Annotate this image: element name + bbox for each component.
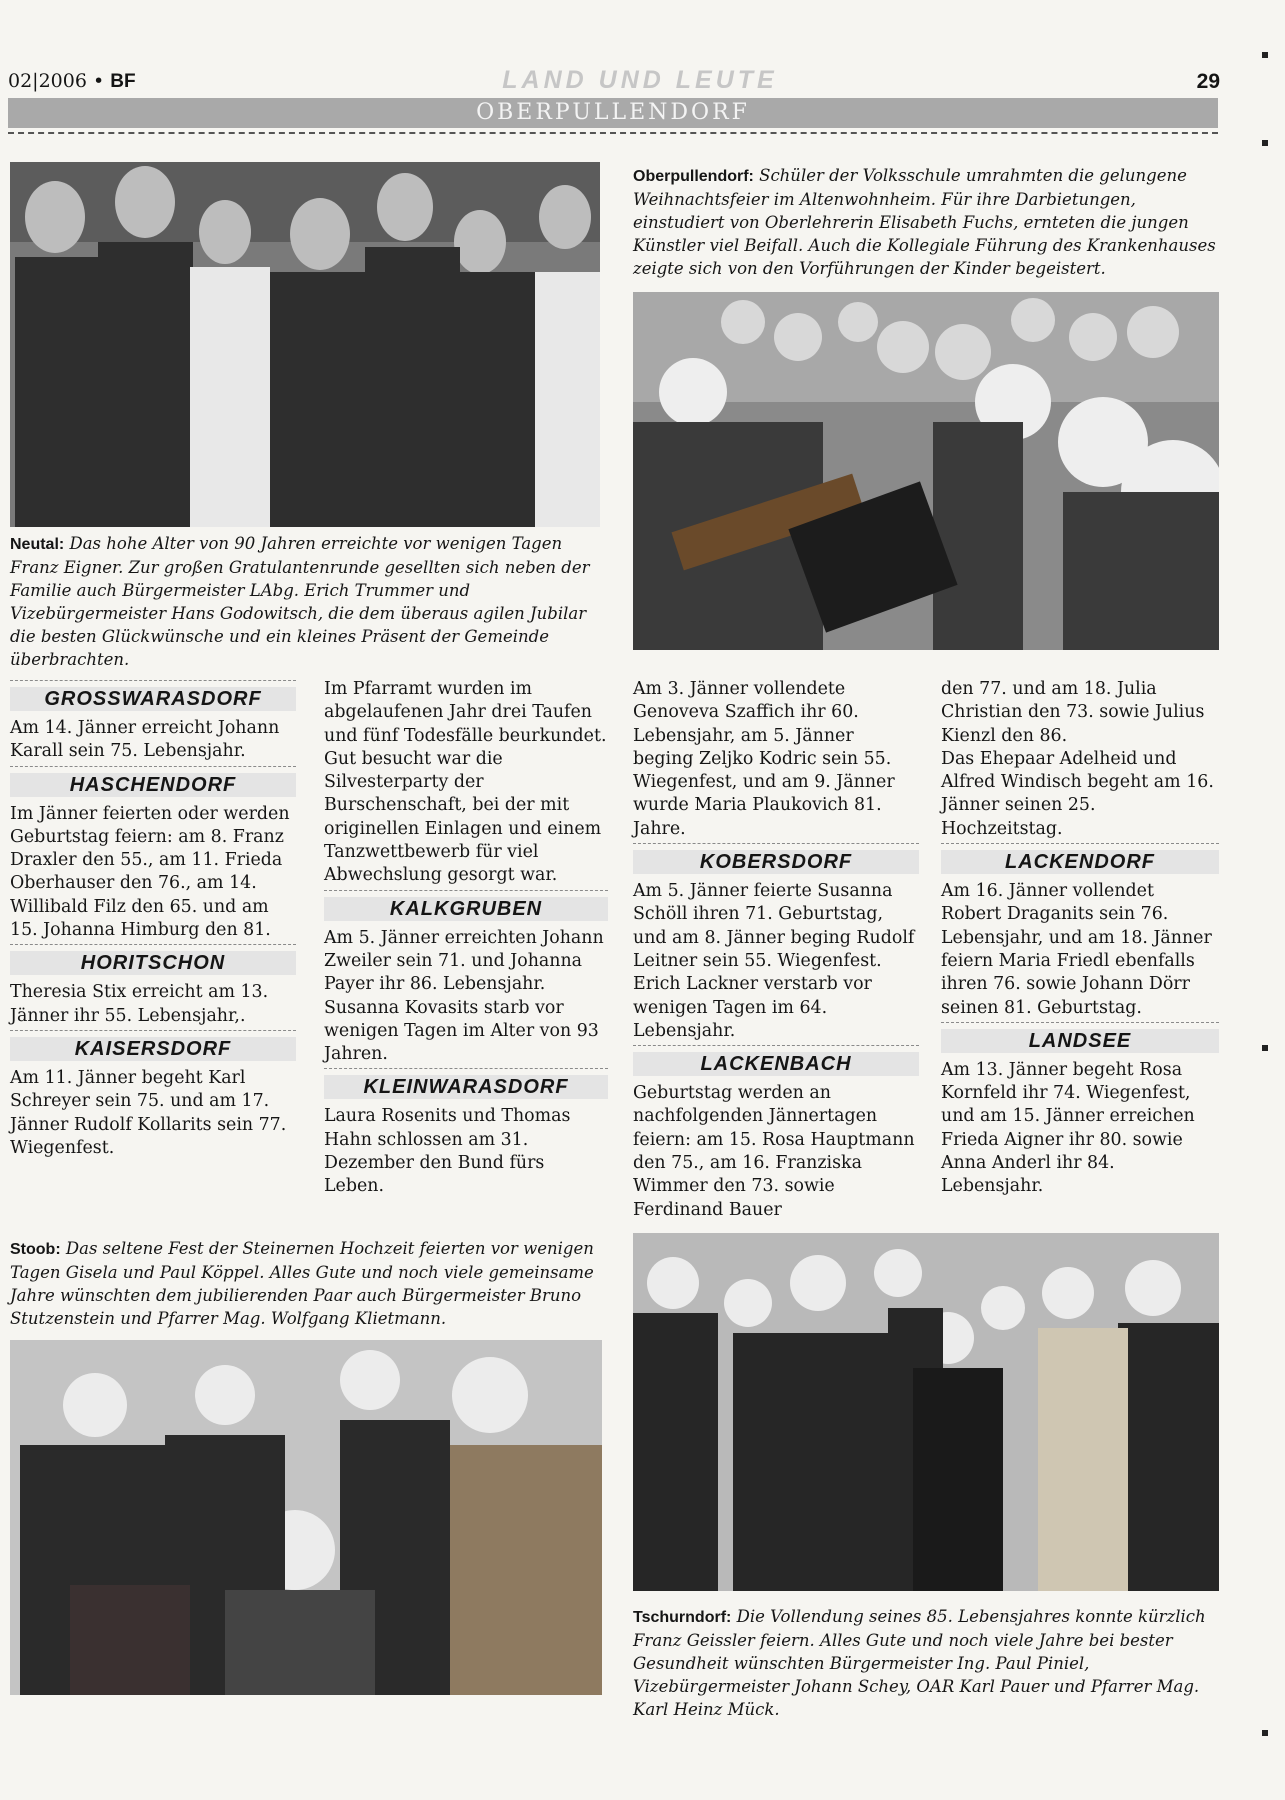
heading-kalkgruben: KALKGRUBEN [324,890,608,924]
caption-neutal [10,532,600,671]
text-lackenbach-continued-2: Das Ehepaar Adelheid und Alfred Windisch begeht am 16. Jänner seinen 25. Hochzeitstag. [941,748,1214,839]
text-grosswarasdorf: Am 14. Jänner erreicht Johann Karall sein 75. Lebensjahr. [10,718,280,762]
heading-horitschon: HORITSCHON [10,944,296,978]
photo-tschurndorf [633,1233,1219,1591]
photo-oberpullendorf [633,292,1219,650]
scan-mark [1262,1730,1268,1736]
heading-lackenbach: LACKENBACH [633,1045,919,1079]
caption-place: Stoob: [10,1241,61,1258]
text-kleinwarasdorf: Laura Rosenits und Thomas Hahn schlossen am 31. Dezember den Bund fürs Leben. [324,1106,571,1197]
text-horitschon: Theresia Stix erreicht am 13. Jänner ihr 55. Lebensjahr,. [10,982,269,1026]
scan-mark [1262,52,1268,58]
text-haschendorf: Im Jänner feierten oder werden Geburtstag feiern: am 8. Franz Draxler den 55., am 11. Frieda Oberhauser den 76., am 14. Willibald Filz den 65. und am 15. Johanna Himburg den 81. [10,803,290,941]
caption-place: Neutal: [10,536,65,553]
text-kleinwarasdorf-continued: Am 3. Jänner vollendete Genoveva Szaffich ihr 60. Lebensjahr, am 5. Jänner beging Zeljko Kodric sein 55. Wiegenfest, und am 9. Jänner wurde Maria Plaukovich 81. Jahre. [633,679,895,839]
caption-tschurndorf [633,1605,1219,1721]
text-kaisersdorf-continued: Im Pfarramt wurden im abgelaufenen Jahr drei Taufen und fünf Todesfälle beurkundet. Gut besucht war die Silvesterparty der Burschenschaft, bei der mit originellen Einlagen und einem Tanzwettbewerb für viel Abwechslung gesorgt war. [324,679,607,886]
heading-kobersdorf: KOBERSDORF [633,843,919,877]
header-divider [8,132,1218,134]
magazine-name: BF [110,71,136,92]
text-kalkgruben-2: Susanna Kovasits starb vor wenigen Tagen im Alter von 93 Jahren. [324,997,599,1065]
caption-text: Das seltene Fest der Steinernen Hochzeit feierten vor wenigen Tagen Gisela und Paul Köppel. Alles Gute und noch viele gemeinsame Jahre wünschten dem jubilierenden Paar auch Bürgermeister Bruno Stutzenstein und Pfarrer Mag. Wolfgang Klietmann. [10,1239,594,1328]
text-kobersdorf: Am 5. Jänner feierte Susanna Schöll ihren 71. Geburtstag, und am 8. Jänner beging Rudolf Leitner sein 55. Wiegenfest. [633,881,915,971]
text-kobersdorf-2: Erich Lackner verstarb vor wenigen Tagen im 64. Lebensjahr. [633,974,872,1041]
page-number: 29 [1196,70,1220,93]
town-title: OBERPULLENDORF [476,100,750,125]
heading-kleinwarasdorf: KLEINWARASDORF [324,1068,608,1102]
caption-text: Die Vollendung seines 85. Lebensjahres konnte kürzlich Franz Geissler feiern. Alles Gute und noch viele Jahre bei bester Gesundheit wünschten Bürgermeister Ing. Paul Piniel, Vizebürgermeister Johann Schey, OAR Karl Pauer und Pfarrer Mag. Karl Heinz Mück. [633,1607,1206,1719]
news-column-1 [10,678,296,1160]
heading-landsee: LANDSEE [941,1022,1219,1056]
text-kalkgruben: Am 5. Jänner erreichten Johann Zweiler sein 71. und Johanna Payer ihr 86. Lebensjahr. [324,927,604,995]
news-column-4 [941,678,1219,1199]
issue-number: 02|2006 [8,70,87,92]
caption-place: Oberpullendorf: [633,168,754,185]
photo-stoob [10,1340,602,1695]
issue-separator: • [92,70,105,92]
scan-mark [1262,140,1268,146]
news-column-2 [324,678,608,1199]
issue-line [8,70,136,93]
photo-neutal [10,162,600,527]
text-lackenbach-continued: den 77. und am 18. Julia Christian den 73. sowie Julius Kienzl den 86. [941,679,1205,746]
caption-place: Tschurndorf: [633,1609,732,1626]
news-column-3 [633,678,919,1222]
caption-text: Das hohe Alter von 90 Jahren erreichte vor wenigen Tagen Franz Eigner. Zur großen Gratulantenrunde gesellten sich neben der Familie auch Bürgermeister LAbg. Erich Trummer und Vizebürgermeister Hans Godowitsch, die dem überaus agilen Jubilar die besten Glückwünsche und ein kleines Präsent der Gemeinde überbrachten. [10,534,590,669]
scan-mark [1262,1045,1268,1051]
heading-haschendorf: HASCHENDORF [10,766,296,800]
text-lackenbach: Geburtstag werden an nachfolgenden Jännertagen feiern: am 15. Rosa Hauptmann den 75., am 16. Franziska Wimmer den 73. sowie Ferdinand Bauer [633,1083,915,1220]
heading-lackendorf: LACKENDORF [941,843,1219,877]
caption-stoob [10,1237,602,1330]
section-title: LAND UND LEUTE [502,66,778,94]
caption-text: Schüler der Volksschule umrahmten die gelungene Weihnachtsfeier im Altenwohnheim. Für ihre Darbietungen, einstudiert von Oberlehrerin Elisabeth Fuchs, ernteten die jungen Künstler viel Beifall. Auch die Kollegiale Führung des Krankenhauses zeigte sich von den Vorführungen der Kinder begeistert. [633,166,1216,278]
heading-grosswarasdorf: GROSSWARASDORF [10,680,296,714]
text-kaisersdorf: Am 11. Jänner begeht Karl Schreyer sein 75. und am 17. Jänner Rudolf Kollarits sein 77. Wiegenfest. [10,1067,287,1158]
text-lackendorf: Am 16. Jänner vollendet Robert Draganits sein 76. Lebensjahr, und am 18. Jänner feiern Maria Friedl ebenfalls ihren 76. sowie Johann Dörr seinen 81. Geburtstag. [941,881,1212,1018]
caption-oberpullendorf [633,164,1219,280]
heading-kaisersdorf: KAISERSDORF [10,1030,296,1064]
text-landsee: Am 13. Jänner begeht Rosa Kornfeld ihr 74. Wiegenfest, und am 15. Jänner erreichen Frieda Aigner ihr 80. sowie Anna Anderl ihr 84. Lebensjahr. [941,1059,1195,1197]
